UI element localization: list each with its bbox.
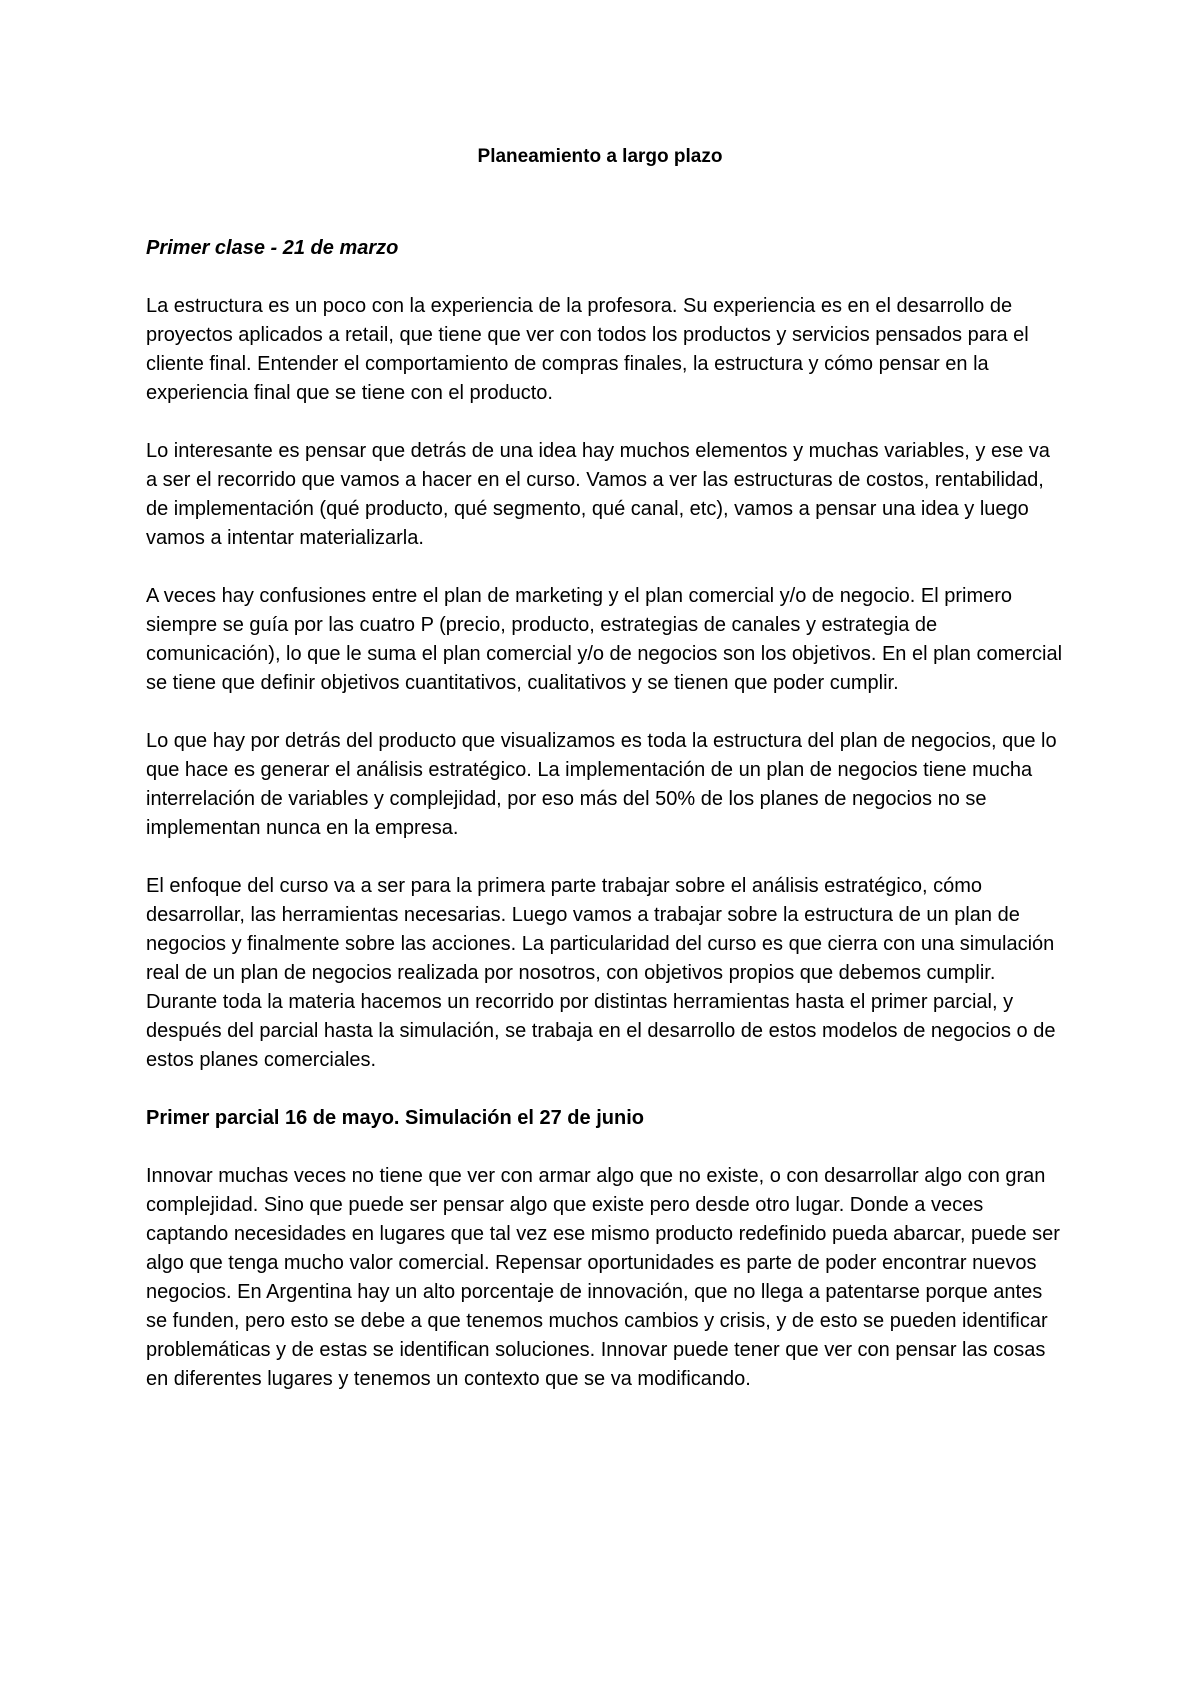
paragraph: La estructura es un poco con la experiencia de la profesora. Su experiencia es en el desarrollo de proyectos aplicados a retail, que tiene que ver con todos los productos y servicios pensados para el cliente final. Entender el comportamiento de compras finales, la estructura y cómo pensar en la experiencia final que se tiene con el producto. <box>146 295 1029 404</box>
document-body <box>146 234 1066 1423</box>
paragraph: Lo que hay por detrás del producto que visualizamos es toda la estructura del plan de negocios, que lo que hace es generar el análisis estratégico. La implementación de un plan de negocios tiene mucha interrelación de variables y complejidad, por eso más del 50% de los planes de negocios no se implementan nunca en la empresa. <box>146 730 1057 839</box>
paragraph: A veces hay confusiones entre el plan de marketing y el plan comercial y/o de negocio. El primero siempre se guía por las cuatro P (precio, producto, estrategias de canales y estrategia de comunicación), lo que le suma el plan comercial y/o de negocios son los objetivos. En el plan comercial se tiene que definir objetivos cuantitativos, cualitativos y se tienen que poder cumplir. <box>146 585 1063 694</box>
paragraph: Innovar muchas veces no tiene que ver con armar algo que no existe, o con desarrollar algo con gran complejidad. Sino que puede ser pensar algo que existe pero desde otro lugar. Donde a veces captando necesidades en lugares que tal vez ese mismo producto redefinido pueda abarcar, puede ser algo que tenga mucho valor comercial. Repensar oportunidades es parte de poder encontrar nuevos negocios. En Argentina hay un alto porcentaje de innovación, que no llega a patentarse porque antes se funden, pero esto se debe a que tenemos muchos cambios y crisis, y de esto se pueden identificar problemáticas y de estas se identifican soluciones. Innovar puede tener que ver con pensar las cosas en diferentes lugares y tenemos un contexto que se va modificando. <box>146 1165 1060 1390</box>
paragraph: El enfoque del curso va a ser para la primera parte trabajar sobre el análisis estratégico, cómo desarrollar, las herramientas necesarias. Luego vamos a trabajar sobre la estructura de un plan de negocios y finalmente sobre las acciones. La particularidad del curso es que cierra con una simulación real de un plan de negocios realizada por nosotros, con objetivos propios que debemos cumplir. <box>146 875 1055 984</box>
document-title: Planeamiento a largo plazo <box>477 146 723 167</box>
paragraph: Lo interesante es pensar que detrás de una idea hay muchos elementos y muchas variables, y ese va a ser el recorrido que vamos a hacer en el curso. Vamos a ver las estructuras de costos, rentabilidad, de implementación (qué producto, qué segmento, qué canal, etc), vamos a pensar una idea y luego vamos a intentar materializarla. <box>146 440 1050 549</box>
section-heading-primer-clase: Primer clase - 21 de marzo <box>146 237 399 259</box>
paragraph: Durante toda la materia hacemos un recorrido por distintas herramientas hasta el primer parcial, y después del parcial hasta la simulación, se trabaja en el desarrollo de estos modelos de negocios o de estos planes comerciales. <box>146 991 1056 1071</box>
section-heading-primer-parcial: Primer parcial 16 de mayo. Simulación el 27 de junio <box>146 1107 644 1129</box>
